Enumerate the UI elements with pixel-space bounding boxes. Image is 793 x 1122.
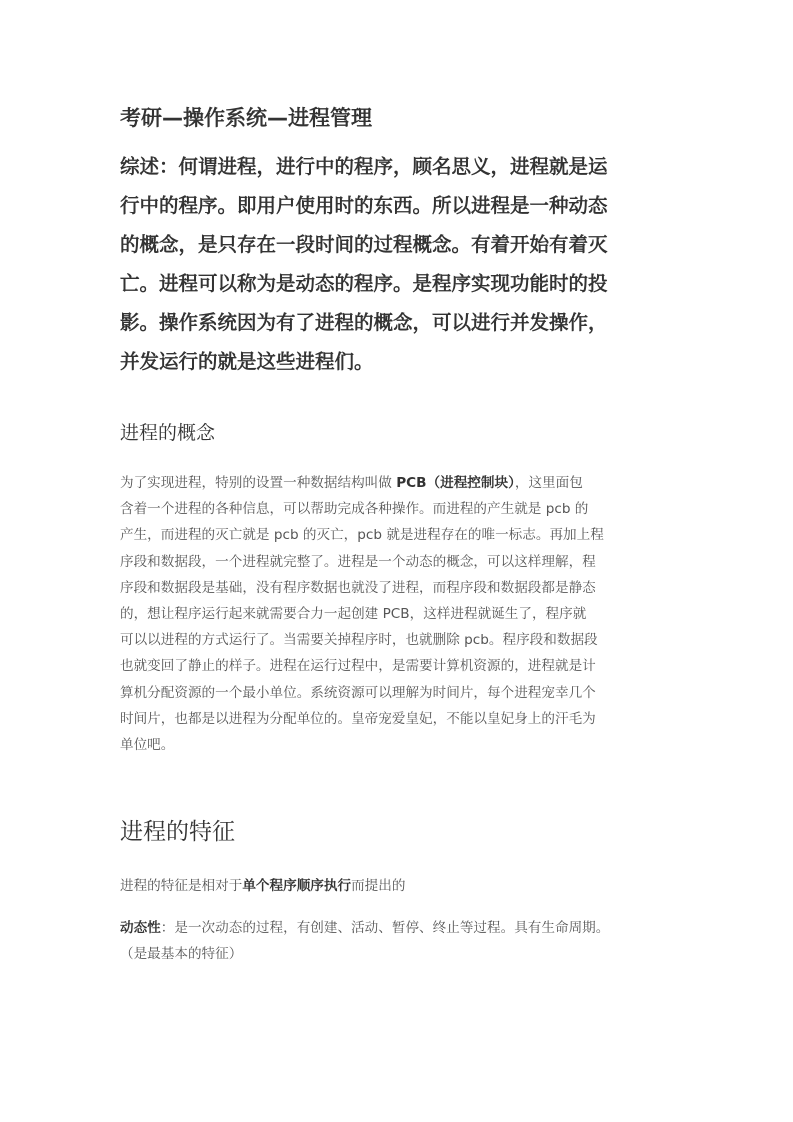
feature-dynamic-paragraph — [120, 915, 680, 967]
text-line — [120, 915, 680, 941]
text-segment: （是最基本的特征） — [120, 946, 243, 962]
text-segment: 为了实现进程，特别的设置一种数据结构叫做 — [120, 475, 397, 491]
text-segment: ：是一次动态的过程，有创建、活动、暂停、终止等过程。具有生命周期。 — [160, 920, 610, 936]
summary-line: 行中的程序。即用户使用时的东西。所以进程是一种动态 — [120, 194, 608, 217]
text-line — [120, 627, 680, 653]
concept-paragraph — [120, 470, 680, 758]
text-line — [120, 706, 680, 732]
text-line — [120, 680, 680, 706]
text-segment: ，这里面包 — [514, 475, 583, 491]
text-line — [120, 873, 680, 899]
text-segment: 时间片，也都是以进程为分配单位的。皇帝宠爱皇妃，不能以皇妃身上的汗毛为 — [120, 710, 596, 727]
text-line — [120, 549, 680, 575]
summary-line: 影。操作系统因为有了进程的概念，可以进行并发操作， — [120, 311, 608, 334]
bold-text: PCB（进程控制块） — [396, 475, 515, 491]
text-segment: 序段和数据段是基础，没有程序数据也就没了进程，而程序段和数据段都是静态 — [120, 579, 596, 596]
text-segment: 序段和数据段，一个进程就完整了。进程是一个动态的概念，可以这样理解，程 — [120, 553, 596, 570]
summary-line: 并发运行的就是这些进程们。 — [120, 350, 374, 373]
text-segment: 可以以进程的方式运行了。当需要关掉程序时，也就删除 pcb。程序段和数据段 — [120, 632, 598, 649]
text-line — [120, 575, 680, 601]
feature-intro-paragraph — [120, 873, 680, 899]
text-segment: 的，想让程序运行起来就需要合力一起创建 PCB，这样进程就诞生了，程序就 — [120, 606, 587, 623]
text-segment: 也就变回了静止的样子。进程在运行过程中，是需要计算机资源的，进程就是计 — [120, 658, 596, 675]
text-segment: 进程的特征是相对于 — [120, 878, 243, 894]
text-line — [120, 601, 680, 627]
text-line — [120, 941, 680, 967]
summary-line: 综述：何谓进程，进行中的程序，顾名思义，进程就是运 — [120, 155, 608, 178]
text-segment: 含着一个进程的各种信息，可以帮助完成各种操作。而进程的产生就是 pcb 的 — [120, 501, 589, 518]
section-heading-feature: 进程的特征 — [120, 819, 235, 845]
text-line — [120, 522, 680, 548]
text-segment: 而提出的 — [351, 878, 406, 894]
summary-line: 的概念，是只存在一段时间的过程概念。有着开始有着灭 — [120, 233, 608, 256]
document-title: 考研—操作系统—进程管理 — [120, 106, 372, 130]
text-line — [120, 653, 680, 679]
text-segment: 算机分配资源的一个最小单位。系统资源可以理解为时间片，每个进程宠幸几个 — [120, 684, 596, 701]
summary-paragraph — [120, 147, 680, 381]
text-segment: 产生，而进程的灭亡就是 pcb 的灭亡，pcb 就是进程存在的唯一标志。再加上程 — [120, 527, 604, 544]
text-line — [120, 496, 680, 522]
bold-text: 单个程序顺序执行 — [242, 878, 352, 894]
text-line — [120, 470, 680, 496]
summary-line: 亡。进程可以称为是动态的程序。是程序实现功能时的投 — [120, 272, 608, 295]
text-line — [120, 732, 680, 758]
section-heading-concept: 进程的概念 — [120, 422, 216, 444]
text-segment: 单位吧。 — [120, 737, 175, 754]
bold-text: 动态性 — [120, 920, 161, 936]
